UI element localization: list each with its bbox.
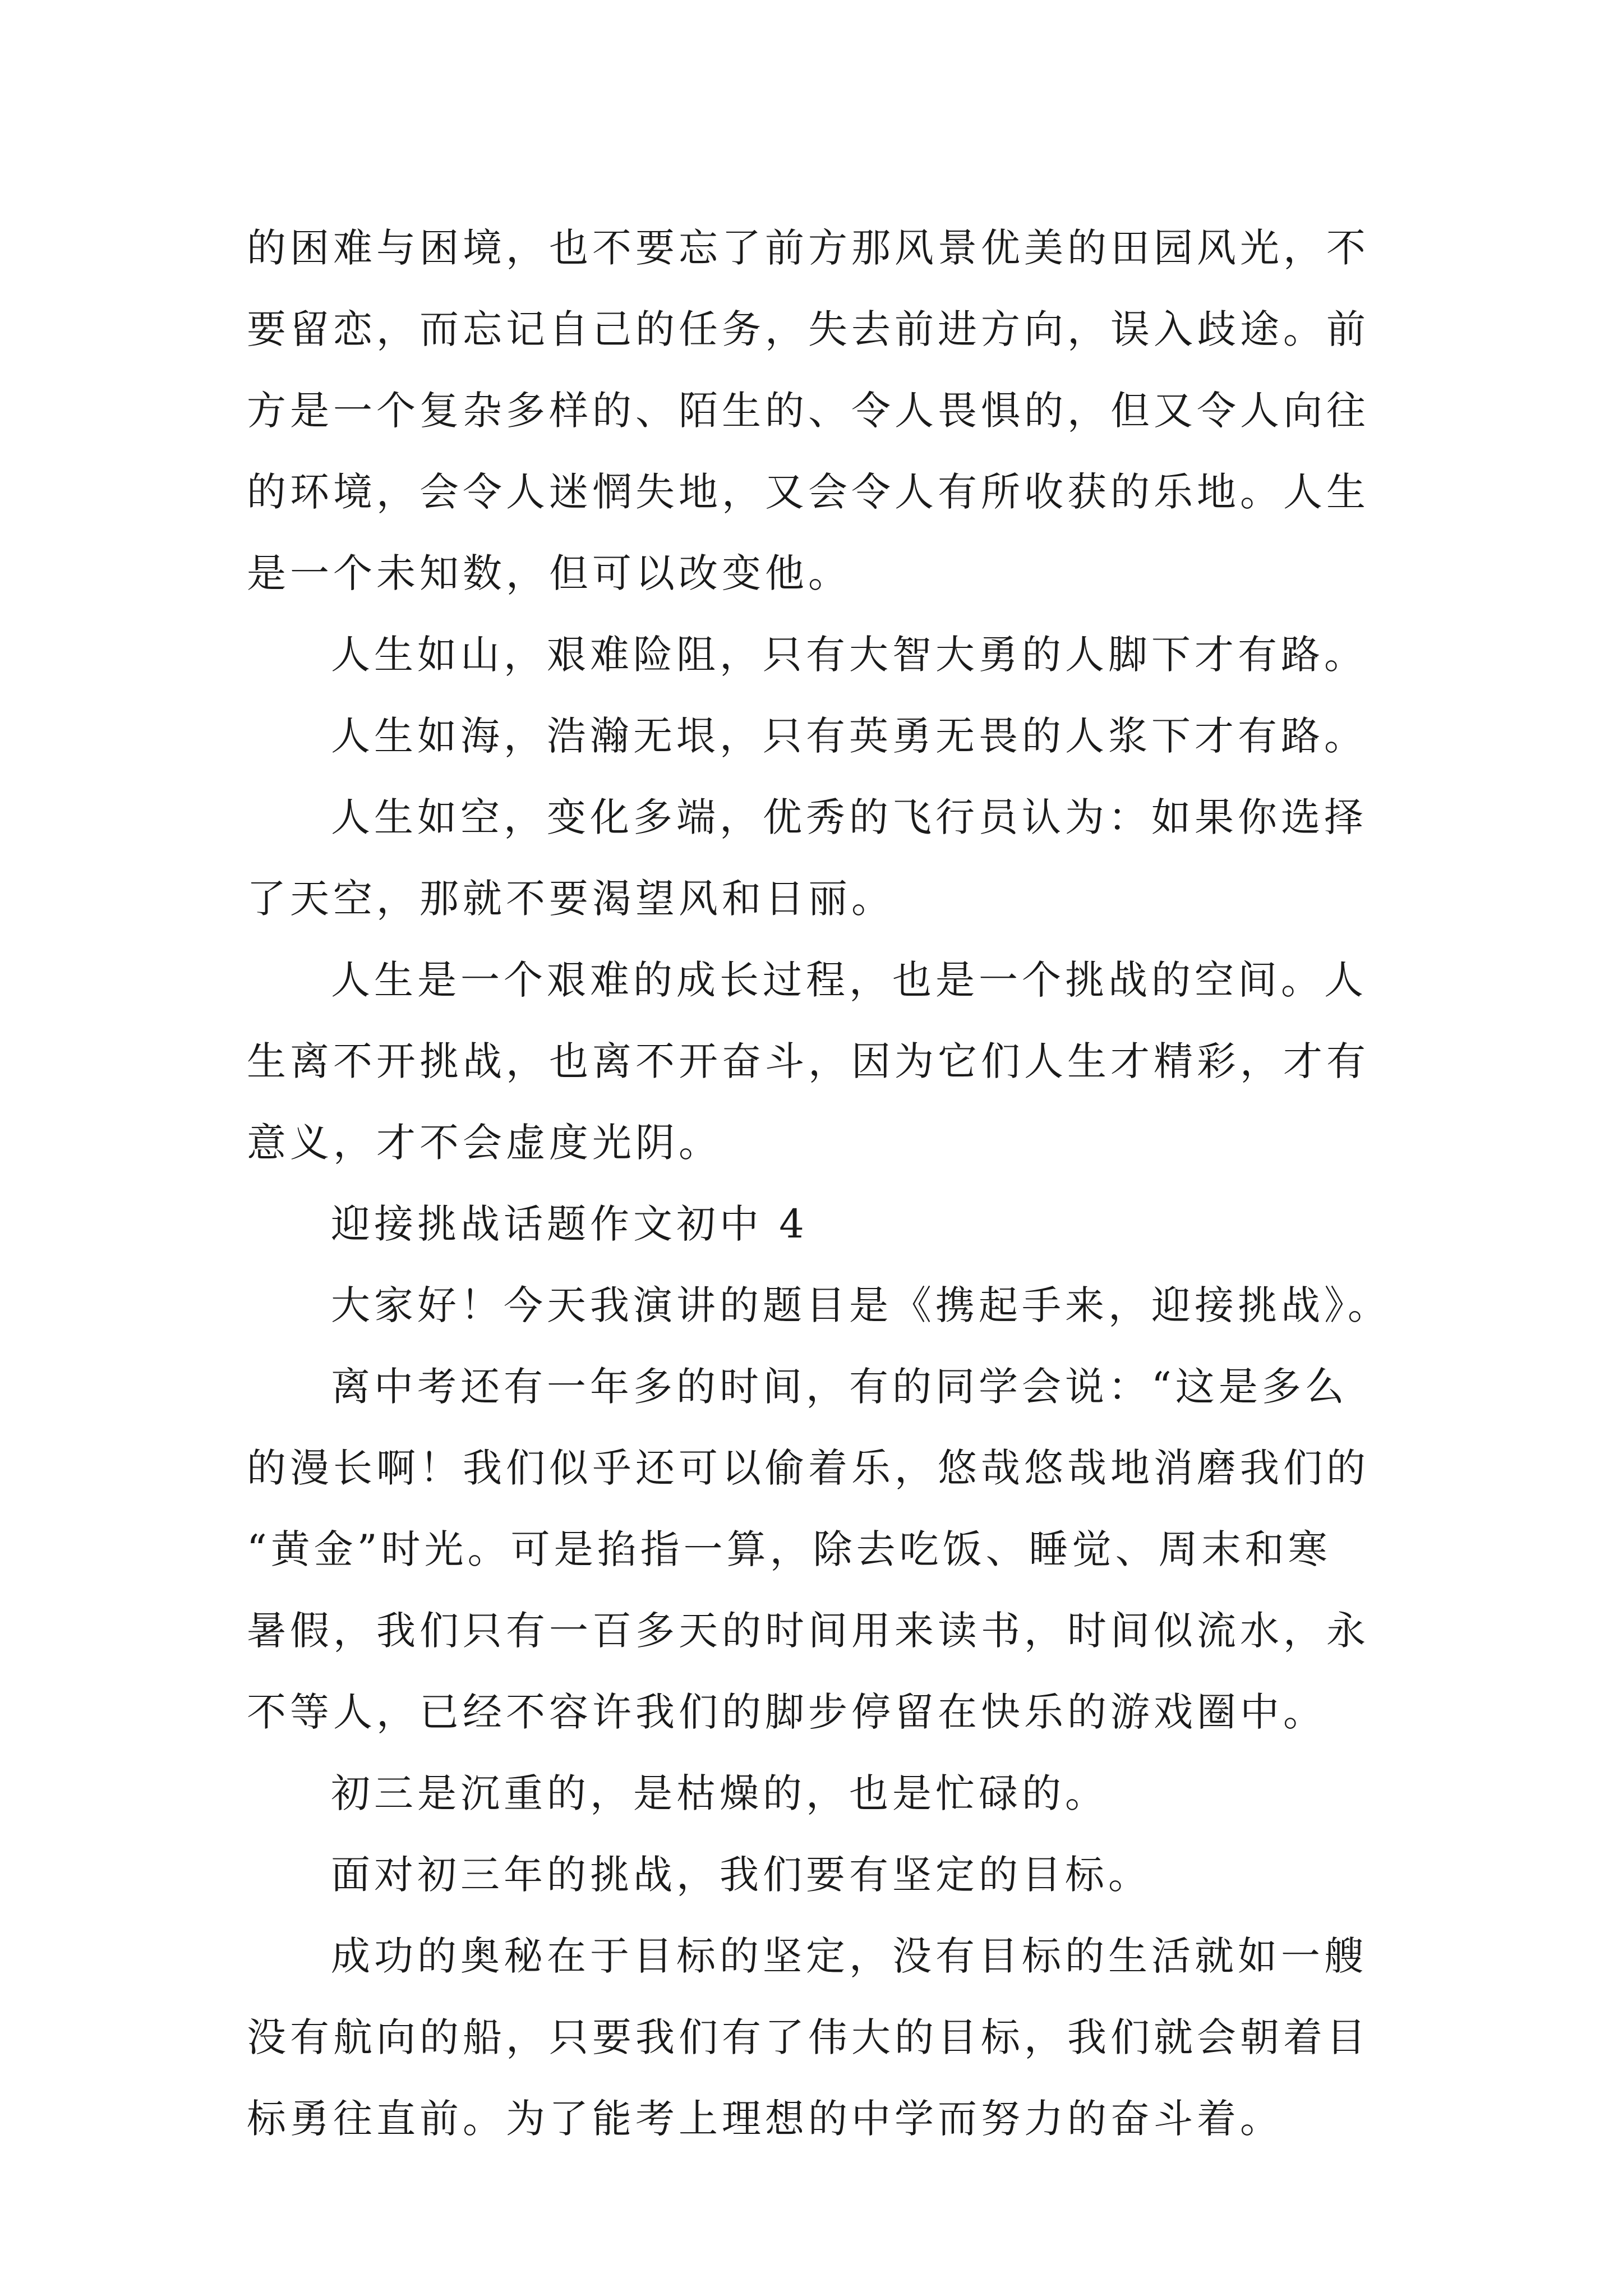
paragraph-life-sea: 人生如海，浩瀚无垠，只有英勇无畏的人浆下才有路。 (331, 713, 1367, 759)
section-heading: 迎接挑战话题作文初中 4 (331, 1201, 808, 1247)
paragraph-exam-time: 离中考还有一年多的时间，有的同学会说：“这是多么 的漫长啊！我们似乎还可以偷着乐，悠哉悠哉地消磨我们的 “黄金”时光。可是掐指一算，除去吃饭、睡觉、周末和寒 暑假，我们只有一百多天的时间用来读书，时间似流水，永 不等人，已经不容许我们的脚步停留在快乐的游戏圈中。 (247, 1364, 1370, 1735)
paragraph-life-challenge: 人生是一个艰难的成长过程，也是一个挑战的空间。人 生离不开挑战，也离不开奋斗，因为它们人生才精彩，才有 意义，才不会虚度光阴。 (247, 957, 1370, 1166)
paragraph-greeting: 大家好！今天我演讲的题目是《携起手来，迎接挑战》。 (331, 1282, 1391, 1328)
essay-body (247, 208, 1447, 2160)
paragraph-life-sky: 人生如空，变化多端，优秀的飞行员认为：如果你选择 了天空，那就不要渴望风和日丽。 (247, 794, 1367, 922)
paragraph-success-secret: 成功的奥秘在于目标的坚定，没有目标的生活就如一艘 没有航向的船，只要我们有了伟大的目标，我们就会朝着目 标勇往直前。为了能考上理想的中学而努力的奋斗着。 (247, 1933, 1370, 2142)
paragraph-continuation: 的困难与困境，也不要忘了前方那风景优美的田园风光，不 要留恋，而忘记自己的任务，失去前进方向，误入歧途。前 方是一个复杂多样的、陌生的、令人畏惧的，但又令人向往 的环境，会令人迷惘失地，又会令人有所收获的乐地。人生 是一个未知数，但可以改变他。 (247, 225, 1370, 596)
paragraph-life-mountain: 人生如山，艰难险阻，只有大智大勇的人脚下才有路。 (331, 632, 1367, 678)
paragraph-goal: 面对初三年的挑战，我们要有坚定的目标。 (331, 1852, 1151, 1898)
paragraph-grade-nine: 初三是沉重的，是枯燥的，也是忙碌的。 (331, 1770, 1108, 1816)
